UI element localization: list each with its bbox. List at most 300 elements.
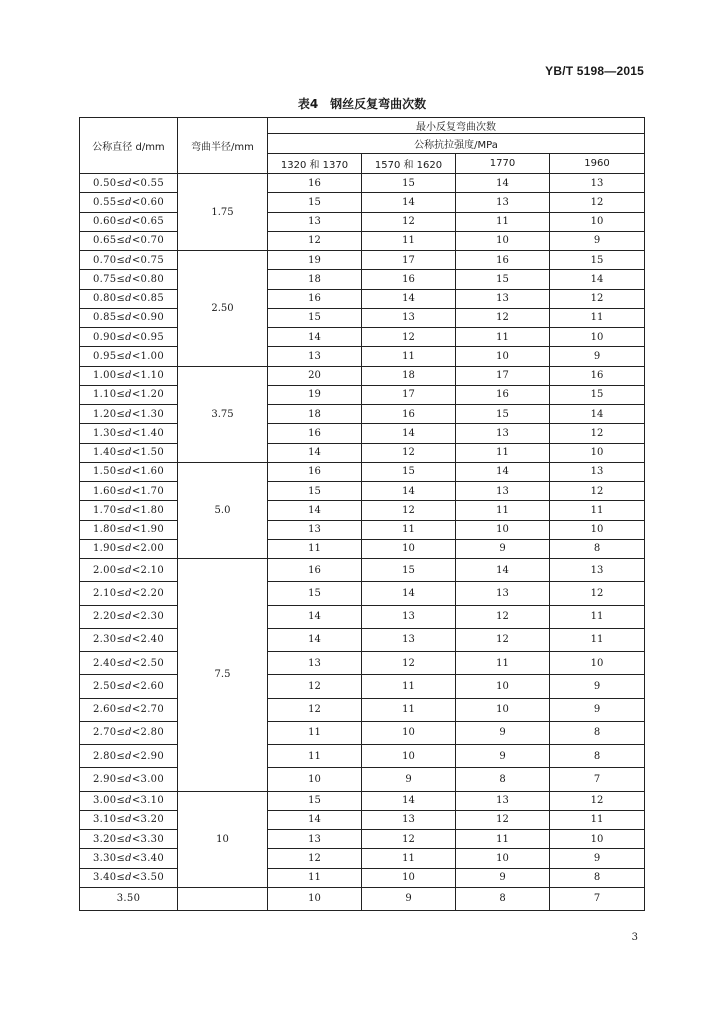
diameter-lower-bound: 2.20 — [92, 611, 117, 623]
bend-count-cell: 14 — [268, 328, 362, 347]
diameter-symbol: d — [125, 833, 132, 845]
bend-count-cell: 16 — [362, 270, 456, 289]
bend-count-cell: 12 — [456, 605, 550, 628]
diameter-upper-bound: 3.20 — [140, 814, 164, 826]
diameter-upper-bound: 1.00 — [140, 350, 164, 362]
diameter-range-cell: 2.90≤d<3.00 — [80, 768, 178, 791]
bend-count-cell: 11 — [550, 628, 645, 651]
bend-count-cell: 12 — [550, 289, 645, 308]
bend-count-cell: 13 — [456, 791, 550, 810]
diameter-range-cell: 1.60≤d<1.70 — [80, 482, 178, 501]
diameter-lower-bound: 1.20 — [92, 408, 117, 420]
header-tensile-strength: 公称抗拉强度/MPa — [268, 134, 645, 154]
bend-count-cell: 11 — [550, 501, 645, 520]
bend-count-cell: 15 — [456, 405, 550, 424]
diameter-lower-bound: 1.80 — [92, 524, 117, 536]
diameter-upper-bound: 3.40 — [140, 852, 164, 864]
diameter-range-cell: 1.50≤d<1.60 — [80, 462, 178, 481]
table-row — [80, 539, 645, 558]
bend-count-cell: 15 — [268, 791, 362, 810]
bend-count-cell: 12 — [456, 810, 550, 829]
bend-count-cell: 14 — [362, 193, 456, 212]
table-row — [80, 251, 645, 270]
bend-count-cell: 13 — [268, 830, 362, 849]
bend-count-cell: 12 — [550, 582, 645, 605]
diameter-symbol: d — [125, 611, 132, 623]
bend-count-cell: 11 — [268, 539, 362, 558]
diameter-symbol: d — [125, 216, 132, 228]
bend-count-cell: 12 — [550, 791, 645, 810]
bend-count-cell: 10 — [362, 539, 456, 558]
diameter-lower-bound: 0.55 — [92, 196, 117, 208]
diameter-range-cell: 0.80≤d<0.85 — [80, 289, 178, 308]
diameter-lower-bound: 3.40 — [92, 872, 117, 884]
diameter-range-cell: 3.10≤d<3.20 — [80, 810, 178, 829]
table-row — [80, 212, 645, 231]
diameter-upper-bound: 1.10 — [140, 370, 164, 382]
bend-count-cell: 14 — [362, 424, 456, 443]
bend-count-cell: 11 — [456, 501, 550, 520]
diameter-upper-bound: 1.40 — [140, 427, 164, 439]
diameter-upper-bound: 2.00 — [140, 543, 164, 555]
diameter-upper-bound: 1.30 — [140, 408, 164, 420]
bend-count-cell: 13 — [268, 520, 362, 539]
diameter-upper-bound: 1.20 — [140, 389, 164, 401]
diameter-range-cell: 0.60≤d<0.65 — [80, 212, 178, 231]
diameter-lower-bound: 0.60 — [92, 216, 117, 228]
bend-count-cell: 8 — [456, 887, 550, 910]
diameter-lower-bound: 0.50 — [92, 177, 117, 189]
diameter-lower-bound: 3.20 — [92, 833, 117, 845]
diameter-symbol: d — [125, 293, 132, 305]
diameter-upper-bound: 2.40 — [140, 634, 164, 646]
diameter-symbol: d — [125, 504, 132, 516]
bend-count-cell: 16 — [550, 366, 645, 385]
bend-count-cell: 16 — [268, 174, 362, 193]
diameter-lower-bound: 1.70 — [92, 504, 117, 516]
table-row — [80, 605, 645, 628]
diameter-upper-bound: 2.50 — [140, 657, 164, 669]
bend-count-cell: 10 — [550, 652, 645, 675]
diameter-upper-bound: 0.80 — [140, 273, 164, 285]
bend-count-cell: 14 — [268, 443, 362, 462]
bend-count-cell: 12 — [268, 849, 362, 868]
diameter-lower-bound: 1.00 — [92, 370, 117, 382]
diameter-lower-bound: 3.30 — [92, 852, 117, 864]
bend-count-cell: 10 — [268, 768, 362, 791]
bend-count-cell: 14 — [550, 270, 645, 289]
bend-count-cell: 10 — [456, 520, 550, 539]
diameter-lower-bound: 2.40 — [92, 657, 117, 669]
bend-count-cell: 13 — [268, 652, 362, 675]
bend-count-cell: 12 — [456, 308, 550, 327]
bend-count-cell: 9 — [456, 745, 550, 768]
bend-count-cell: 14 — [362, 289, 456, 308]
diameter-symbol: d — [125, 852, 132, 864]
bend-count-cell: 10 — [550, 443, 645, 462]
diameter-range-cell: 0.75≤d<0.80 — [80, 270, 178, 289]
diameter-symbol: d — [125, 350, 132, 362]
bend-count-cell: 15 — [550, 251, 645, 270]
header-grade: 1960 — [550, 154, 645, 174]
bend-count-cell: 11 — [456, 830, 550, 849]
bend-count-cell: 9 — [362, 887, 456, 910]
table-row — [80, 652, 645, 675]
diameter-lower-bound: 2.10 — [92, 587, 117, 599]
diameter-range-cell: 1.40≤d<1.50 — [80, 443, 178, 462]
diameter-range-cell: 0.65≤d<0.70 — [80, 231, 178, 250]
bend-count-cell: 17 — [362, 385, 456, 404]
diameter-upper-bound: 2.70 — [140, 704, 164, 716]
bend-count-cell: 11 — [550, 605, 645, 628]
diameter-symbol: d — [125, 331, 132, 343]
diameter-upper-bound: 0.85 — [140, 293, 164, 305]
bend-count-cell: 11 — [362, 520, 456, 539]
bend-count-cell: 14 — [456, 174, 550, 193]
diameter-symbol: d — [125, 634, 132, 646]
bend-count-cell: 10 — [550, 520, 645, 539]
bend-count-cell: 15 — [268, 193, 362, 212]
header-min-bends: 最小反复弯曲次数 — [268, 118, 645, 134]
diameter-symbol: d — [125, 657, 132, 669]
diameter-symbol: d — [125, 773, 132, 785]
diameter-range-cell: 0.90≤d<0.95 — [80, 328, 178, 347]
bend-count-cell: 15 — [268, 308, 362, 327]
diameter-upper-bound: 2.60 — [140, 680, 164, 692]
bend-count-cell: 12 — [550, 424, 645, 443]
bend-count-cell: 11 — [362, 849, 456, 868]
bend-count-cell: 10 — [550, 830, 645, 849]
table-row — [80, 270, 645, 289]
bend-radius-cell: 5.0 — [178, 462, 268, 558]
diameter-upper-bound: 2.10 — [140, 564, 164, 576]
bend-count-cell: 10 — [456, 849, 550, 868]
diameter-symbol: d — [125, 750, 132, 762]
diameter-symbol: d — [125, 466, 132, 478]
diameter-range-cell: 0.85≤d<0.90 — [80, 308, 178, 327]
diameter-symbol: d — [125, 704, 132, 716]
bend-count-cell: 12 — [362, 443, 456, 462]
diameter-upper-bound: 1.70 — [140, 485, 164, 497]
diameter-lower-bound: 0.80 — [92, 293, 117, 305]
header-grade: 1320 和 1370 — [268, 154, 362, 174]
bend-count-cell: 13 — [550, 559, 645, 582]
diameter-range-cell: 2.50≤d<2.60 — [80, 675, 178, 698]
table-row — [80, 482, 645, 501]
bend-radius-cell: 3.75 — [178, 366, 268, 462]
table-row — [80, 849, 645, 868]
diameter-lower-bound: 1.30 — [92, 427, 117, 439]
diameter-range-cell: 1.90≤d<2.00 — [80, 539, 178, 558]
diameter-range-cell: 2.80≤d<2.90 — [80, 745, 178, 768]
bend-count-cell: 12 — [268, 675, 362, 698]
diameter-lower-bound: 0.65 — [92, 235, 117, 247]
bend-count-cell: 13 — [268, 347, 362, 366]
table-row — [80, 768, 645, 791]
table-row — [80, 745, 645, 768]
table-row — [80, 582, 645, 605]
bend-count-cell: 16 — [456, 385, 550, 404]
bend-count-table — [79, 117, 645, 911]
table-body — [80, 174, 645, 911]
bend-count-cell: 12 — [268, 698, 362, 721]
diameter-lower-bound: 0.90 — [92, 331, 117, 343]
bend-count-cell: 11 — [268, 721, 362, 744]
diameter-symbol: d — [125, 254, 132, 266]
bend-count-cell: 13 — [456, 482, 550, 501]
bend-count-cell: 14 — [362, 582, 456, 605]
bend-radius-cell — [178, 887, 268, 910]
bend-count-cell: 12 — [550, 482, 645, 501]
bend-count-cell: 11 — [550, 810, 645, 829]
header-grade: 1570 和 1620 — [362, 154, 456, 174]
bend-count-cell: 14 — [268, 605, 362, 628]
diameter-symbol: d — [125, 680, 132, 692]
bend-count-cell: 13 — [456, 289, 550, 308]
bend-count-cell: 13 — [550, 174, 645, 193]
diameter-symbol: d — [125, 408, 132, 420]
diameter-range-cell: 0.70≤d<0.75 — [80, 251, 178, 270]
diameter-range-cell: 0.95≤d<1.00 — [80, 347, 178, 366]
diameter-range-cell: 2.30≤d<2.40 — [80, 628, 178, 651]
diameter-upper-bound: 1.50 — [140, 447, 164, 459]
diameter-symbol: d — [125, 872, 132, 884]
diameter-lower-bound: 0.95 — [92, 350, 117, 362]
bend-count-cell: 13 — [362, 628, 456, 651]
bend-count-cell: 13 — [268, 212, 362, 231]
table-row — [80, 443, 645, 462]
diameter-upper-bound: 1.60 — [140, 466, 164, 478]
diameter-lower-bound: 2.90 — [92, 773, 117, 785]
bend-radius-cell: 1.75 — [178, 174, 268, 251]
table-row — [80, 559, 645, 582]
table-row — [80, 462, 645, 481]
diameter-upper-bound: 0.75 — [140, 254, 164, 266]
bend-count-cell: 10 — [362, 868, 456, 887]
bend-count-cell: 15 — [362, 462, 456, 481]
diameter-symbol: d — [125, 447, 132, 459]
bend-count-cell: 12 — [456, 628, 550, 651]
diameter-upper-bound: 0.70 — [140, 235, 164, 247]
table-row — [80, 385, 645, 404]
diameter-symbol: d — [125, 273, 132, 285]
diameter-symbol: d — [125, 177, 132, 189]
header-grade: 1770 — [456, 154, 550, 174]
diameter-range-cell: 1.00≤d<1.10 — [80, 366, 178, 385]
bend-count-cell: 8 — [550, 721, 645, 744]
table-row — [80, 424, 645, 443]
diameter-lower-bound: 2.50 — [92, 680, 117, 692]
header-diameter: 公称直径 d/mm — [80, 118, 178, 174]
diameter-upper-bound: 1.90 — [140, 524, 164, 536]
table-row — [80, 628, 645, 651]
bend-count-cell: 10 — [268, 887, 362, 910]
diameter-symbol: d — [125, 727, 132, 739]
diameter-symbol: d — [125, 235, 132, 247]
bend-count-cell: 9 — [362, 768, 456, 791]
bend-count-cell: 10 — [550, 212, 645, 231]
bend-count-cell: 13 — [456, 193, 550, 212]
table-row — [80, 698, 645, 721]
table-row — [80, 289, 645, 308]
header-bend-radius: 弯曲半径/mm — [178, 118, 268, 174]
bend-count-cell: 16 — [268, 559, 362, 582]
diameter-range-cell: 1.10≤d<1.20 — [80, 385, 178, 404]
bend-count-cell: 18 — [362, 366, 456, 385]
bend-radius-cell: 2.50 — [178, 251, 268, 367]
bend-count-cell: 14 — [362, 482, 456, 501]
bend-count-cell: 16 — [456, 251, 550, 270]
bend-count-cell: 14 — [550, 405, 645, 424]
table-row — [80, 405, 645, 424]
diameter-lower-bound: 3.00 — [92, 795, 117, 807]
bend-count-cell: 14 — [456, 559, 550, 582]
diameter-range-cell: 1.80≤d<1.90 — [80, 520, 178, 539]
bend-count-cell: 10 — [456, 231, 550, 250]
bend-count-cell: 15 — [362, 559, 456, 582]
diameter-range-cell: 0.50≤d<0.55 — [80, 174, 178, 193]
diameter-range-cell: 3.30≤d<3.40 — [80, 849, 178, 868]
bend-count-cell: 14 — [456, 462, 550, 481]
bend-count-cell: 12 — [268, 231, 362, 250]
bend-count-cell: 16 — [362, 405, 456, 424]
bend-count-cell: 9 — [550, 675, 645, 698]
diameter-lower-bound: 1.60 — [92, 485, 117, 497]
bend-count-cell: 20 — [268, 366, 362, 385]
table-row — [80, 830, 645, 849]
bend-count-cell: 19 — [268, 251, 362, 270]
table-title: 表4 钢丝反复弯曲次数 — [297, 97, 427, 111]
bend-count-cell: 9 — [550, 347, 645, 366]
diameter-range-cell: 1.70≤d<1.80 — [80, 501, 178, 520]
bend-count-cell: 15 — [268, 482, 362, 501]
bend-count-cell: 12 — [362, 328, 456, 347]
bend-count-cell: 11 — [456, 328, 550, 347]
bend-count-cell: 11 — [268, 745, 362, 768]
diameter-range-cell: 2.60≤d<2.70 — [80, 698, 178, 721]
diameter-symbol: d — [125, 389, 132, 401]
table-row — [80, 308, 645, 327]
table-row — [80, 193, 645, 212]
table-row — [80, 231, 645, 250]
bend-count-cell: 12 — [362, 652, 456, 675]
bend-count-cell: 17 — [456, 366, 550, 385]
bend-count-cell: 7 — [550, 887, 645, 910]
diameter-lower-bound: 1.40 — [92, 447, 117, 459]
bend-count-cell: 12 — [362, 212, 456, 231]
diameter-symbol: d — [125, 795, 132, 807]
diameter-upper-bound: 2.30 — [140, 611, 164, 623]
bend-count-cell: 10 — [362, 721, 456, 744]
bend-count-cell: 16 — [268, 462, 362, 481]
diameter-symbol: d — [125, 196, 132, 208]
bend-count-cell: 11 — [362, 698, 456, 721]
bend-count-cell: 9 — [550, 849, 645, 868]
table-row — [80, 174, 645, 193]
bend-count-cell: 13 — [362, 308, 456, 327]
bend-count-cell: 14 — [268, 628, 362, 651]
bend-count-cell: 7 — [550, 768, 645, 791]
diameter-symbol: d — [125, 312, 132, 324]
diameter-symbol: d — [125, 814, 132, 826]
bend-count-cell: 11 — [456, 212, 550, 231]
diameter-upper-bound: 0.90 — [140, 312, 164, 324]
diameter-lower-bound: 0.75 — [92, 273, 117, 285]
diameter-upper-bound: 1.80 — [140, 504, 164, 516]
table-row — [80, 791, 645, 810]
bend-count-cell: 13 — [362, 810, 456, 829]
diameter-range-cell: 2.20≤d<2.30 — [80, 605, 178, 628]
bend-count-cell: 11 — [550, 308, 645, 327]
diameter-symbol: d — [125, 564, 132, 576]
table-row — [80, 366, 645, 385]
bend-count-cell: 10 — [362, 745, 456, 768]
diameter-upper-bound: 3.50 — [140, 872, 164, 884]
bend-count-cell: 14 — [268, 501, 362, 520]
diameter-range-cell: 0.55≤d<0.60 — [80, 193, 178, 212]
bend-count-cell: 14 — [362, 791, 456, 810]
bend-count-cell: 8 — [550, 868, 645, 887]
bend-count-cell: 9 — [456, 721, 550, 744]
bend-count-cell: 8 — [550, 745, 645, 768]
bend-count-cell: 10 — [456, 698, 550, 721]
diameter-upper-bound: 3.00 — [140, 773, 164, 785]
bend-count-cell: 18 — [268, 405, 362, 424]
diameter-lower-bound: 0.85 — [92, 312, 117, 324]
diameter-symbol: d — [125, 485, 132, 497]
diameter-range-cell: 3.00≤d<3.10 — [80, 791, 178, 810]
diameter-range-cell: 2.00≤d<2.10 — [80, 559, 178, 582]
diameter-range-cell: 1.20≤d<1.30 — [80, 405, 178, 424]
diameter-cell: 3.50 — [80, 887, 178, 910]
bend-count-cell: 9 — [456, 868, 550, 887]
diameter-upper-bound: 0.65 — [140, 216, 164, 228]
bend-radius-cell: 7.5 — [178, 559, 268, 792]
bend-count-cell: 10 — [456, 675, 550, 698]
bend-count-cell: 11 — [362, 675, 456, 698]
diameter-upper-bound: 0.60 — [140, 196, 164, 208]
bend-count-cell: 15 — [362, 174, 456, 193]
diameter-range-cell: 2.10≤d<2.20 — [80, 582, 178, 605]
diameter-symbol: d — [125, 524, 132, 536]
page-number: 3 — [631, 932, 638, 943]
table-row — [80, 328, 645, 347]
bend-count-cell: 18 — [268, 270, 362, 289]
diameter-upper-bound: 0.95 — [140, 331, 164, 343]
diameter-lower-bound: 2.00 — [92, 564, 117, 576]
bend-count-cell: 15 — [268, 582, 362, 605]
diameter-range-cell: 1.30≤d<1.40 — [80, 424, 178, 443]
bend-count-cell: 10 — [550, 328, 645, 347]
bend-count-cell: 10 — [456, 347, 550, 366]
bend-count-cell: 12 — [362, 501, 456, 520]
bend-count-cell: 16 — [268, 424, 362, 443]
bend-count-cell: 11 — [362, 231, 456, 250]
diameter-range-cell: 2.40≤d<2.50 — [80, 652, 178, 675]
table-row — [80, 810, 645, 829]
table-row — [80, 887, 645, 910]
bend-count-cell: 11 — [362, 347, 456, 366]
diameter-upper-bound: 2.80 — [140, 727, 164, 739]
diameter-range-cell: 3.40≤d<3.50 — [80, 868, 178, 887]
table-row — [80, 721, 645, 744]
bend-count-cell: 8 — [550, 539, 645, 558]
diameter-lower-bound: 1.50 — [92, 466, 117, 478]
document-code: YB/T 5198—2015 — [545, 64, 644, 78]
table-row — [80, 501, 645, 520]
diameter-range-cell: 2.70≤d<2.80 — [80, 721, 178, 744]
bend-count-cell: 8 — [456, 768, 550, 791]
